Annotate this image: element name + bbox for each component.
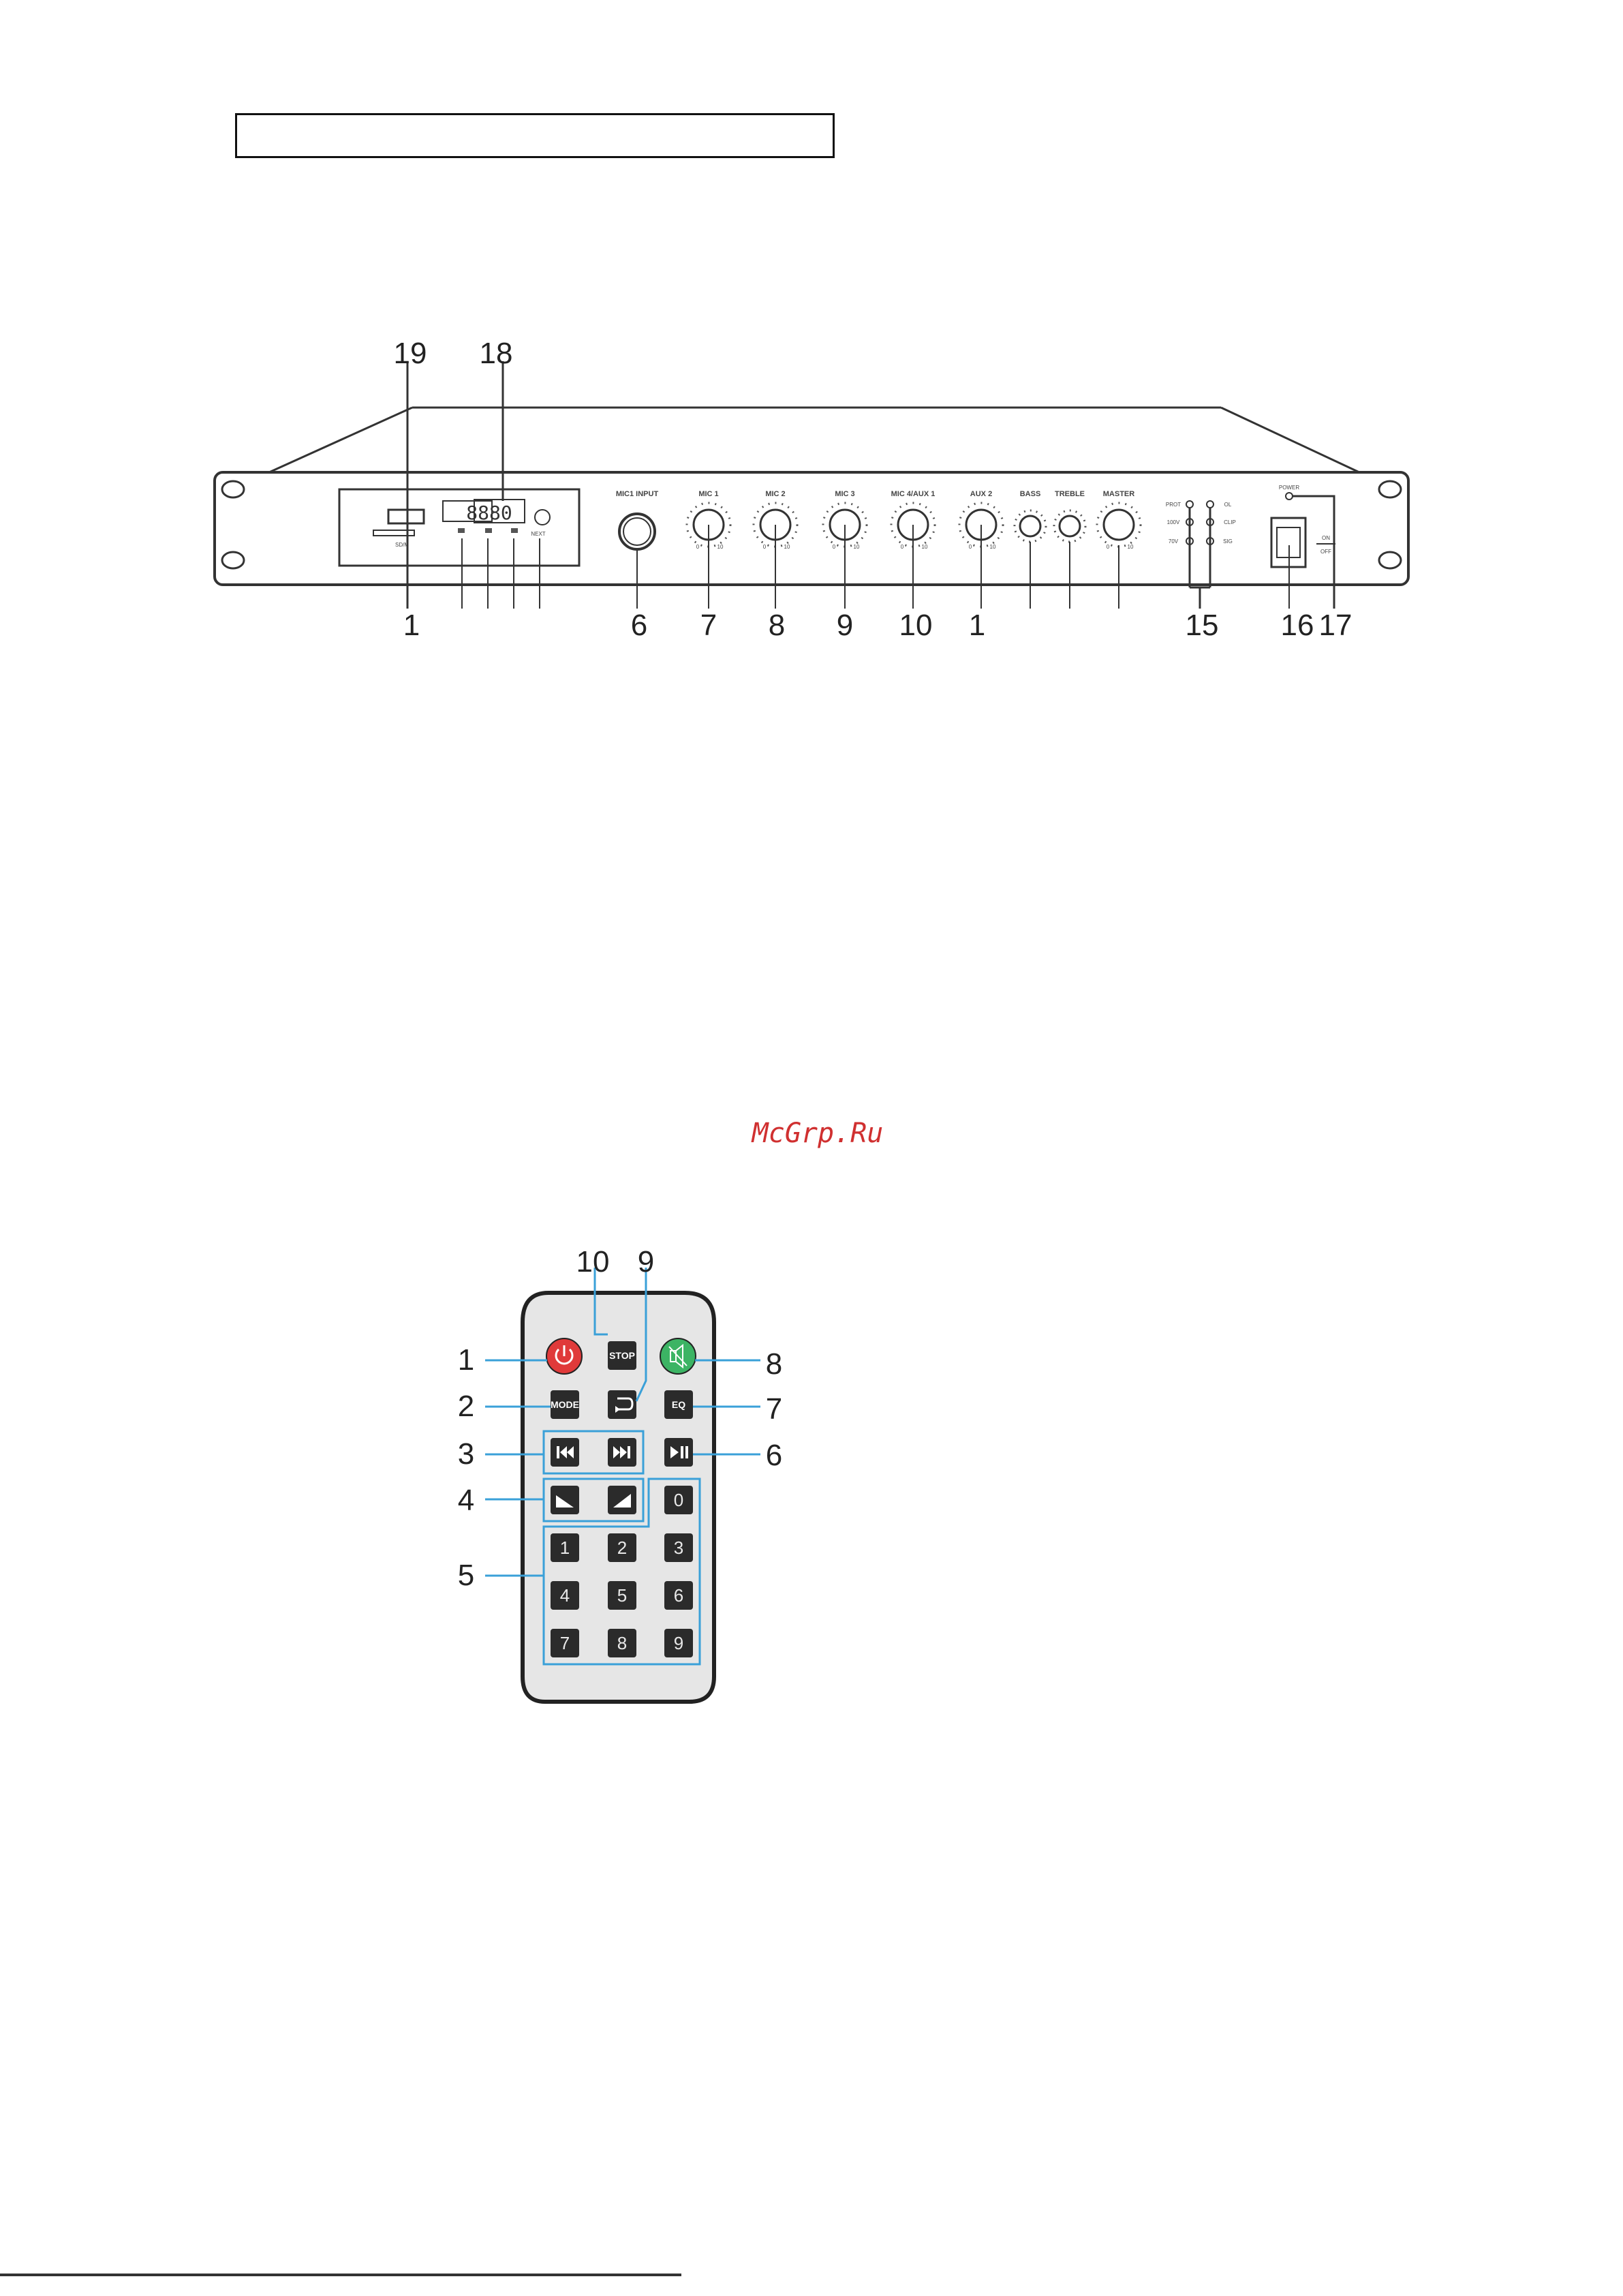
scale-min: 0 xyxy=(762,544,767,550)
display-digits: 8880 xyxy=(466,502,512,524)
led-label-70v: 70V xyxy=(1168,538,1179,545)
num-label-0: 0 xyxy=(673,1490,684,1510)
label-mic2: MIC 2 xyxy=(765,490,786,498)
remote-callout-9: 9 xyxy=(637,1245,655,1279)
label-mic3: MIC 3 xyxy=(835,490,855,498)
remote-callout-3: 3 xyxy=(457,1437,475,1471)
footer-line xyxy=(0,2274,681,2276)
sd-label: SD/M xyxy=(395,542,409,548)
label-mic1-input: MIC1 INPUT xyxy=(615,490,659,498)
remote-control xyxy=(458,1245,782,1702)
callout-15: 15 xyxy=(1185,609,1219,642)
switch-on-label: ON xyxy=(1322,535,1330,541)
next-label: NEXT xyxy=(531,531,546,537)
remote-callout-7: 7 xyxy=(765,1392,783,1426)
remote-callout-2: 2 xyxy=(457,1390,475,1423)
led-label-clip: CLIP xyxy=(1224,519,1236,525)
eq-label: EQ xyxy=(671,1399,686,1410)
scale-min: 0 xyxy=(900,544,904,550)
remote-volume-down-button[interactable] xyxy=(551,1486,579,1514)
led-label-ol: OL xyxy=(1224,502,1232,508)
scale-max: 10 xyxy=(853,544,860,550)
label-master: MASTER xyxy=(1102,490,1135,498)
num-label-4: 4 xyxy=(559,1585,570,1606)
led-label-sig: SIG xyxy=(1223,538,1233,545)
scale-max: 10 xyxy=(989,544,996,550)
switch-off-label: OFF xyxy=(1320,549,1331,555)
watermark: McGrp.Ru xyxy=(752,1118,884,1149)
scale-max: 10 xyxy=(921,544,928,550)
remote-callout-5: 5 xyxy=(457,1559,475,1592)
mode-label: MODE xyxy=(551,1399,579,1410)
callout-16: 16 xyxy=(1280,609,1314,642)
remote-callout-8: 8 xyxy=(765,1347,783,1381)
callout-18: 18 xyxy=(479,337,513,370)
callout-9: 9 xyxy=(836,609,854,642)
scale-min: 0 xyxy=(832,544,836,550)
scale-min: 0 xyxy=(1106,544,1110,550)
remote-callout-4: 4 xyxy=(457,1484,475,1517)
led-label-prot: PROT xyxy=(1165,502,1181,508)
remote-callout-6: 6 xyxy=(765,1439,783,1472)
num-label-2: 2 xyxy=(617,1537,628,1558)
remote-callout-10: 10 xyxy=(576,1245,610,1279)
label-mic4-aux1: MIC 4/AUX 1 xyxy=(891,490,936,498)
scale-max: 10 xyxy=(784,544,790,550)
label-treble: TREBLE xyxy=(1055,490,1085,498)
power-label: POWER xyxy=(1278,485,1300,491)
scale-min: 0 xyxy=(968,544,972,550)
label-aux2: AUX 2 xyxy=(970,490,993,498)
num-label-1: 1 xyxy=(559,1537,570,1558)
prev-button[interactable] xyxy=(458,528,465,533)
callout-1: 1 xyxy=(403,609,420,642)
callout-8: 8 xyxy=(768,609,786,642)
label-bass: BASS xyxy=(1019,490,1041,498)
callout-6: 6 xyxy=(630,609,648,642)
scale-max: 10 xyxy=(717,544,724,550)
label-mic1: MIC 1 xyxy=(698,490,719,498)
num-label-6: 6 xyxy=(673,1585,684,1606)
amplifier-panel xyxy=(215,337,1408,642)
play-button[interactable] xyxy=(485,528,492,533)
remote-callout-1: 1 xyxy=(457,1343,475,1377)
num-label-7: 7 xyxy=(559,1633,570,1653)
callout-17: 17 xyxy=(1318,609,1352,642)
scale-min: 0 xyxy=(696,544,700,550)
stop-label: STOP xyxy=(609,1350,635,1361)
remote-volume-up-button[interactable] xyxy=(608,1486,636,1514)
callout-19: 19 xyxy=(393,337,427,370)
callout-1b: 1 xyxy=(968,609,986,642)
next-button[interactable] xyxy=(511,528,518,533)
callout-10: 10 xyxy=(899,609,933,642)
num-label-5: 5 xyxy=(617,1585,628,1606)
led-label-100v: 100V xyxy=(1166,519,1180,525)
num-label-3: 3 xyxy=(673,1537,684,1558)
num-label-9: 9 xyxy=(673,1633,684,1653)
num-label-8: 8 xyxy=(617,1633,628,1653)
callout-7: 7 xyxy=(700,609,717,642)
scale-max: 10 xyxy=(1127,544,1134,550)
